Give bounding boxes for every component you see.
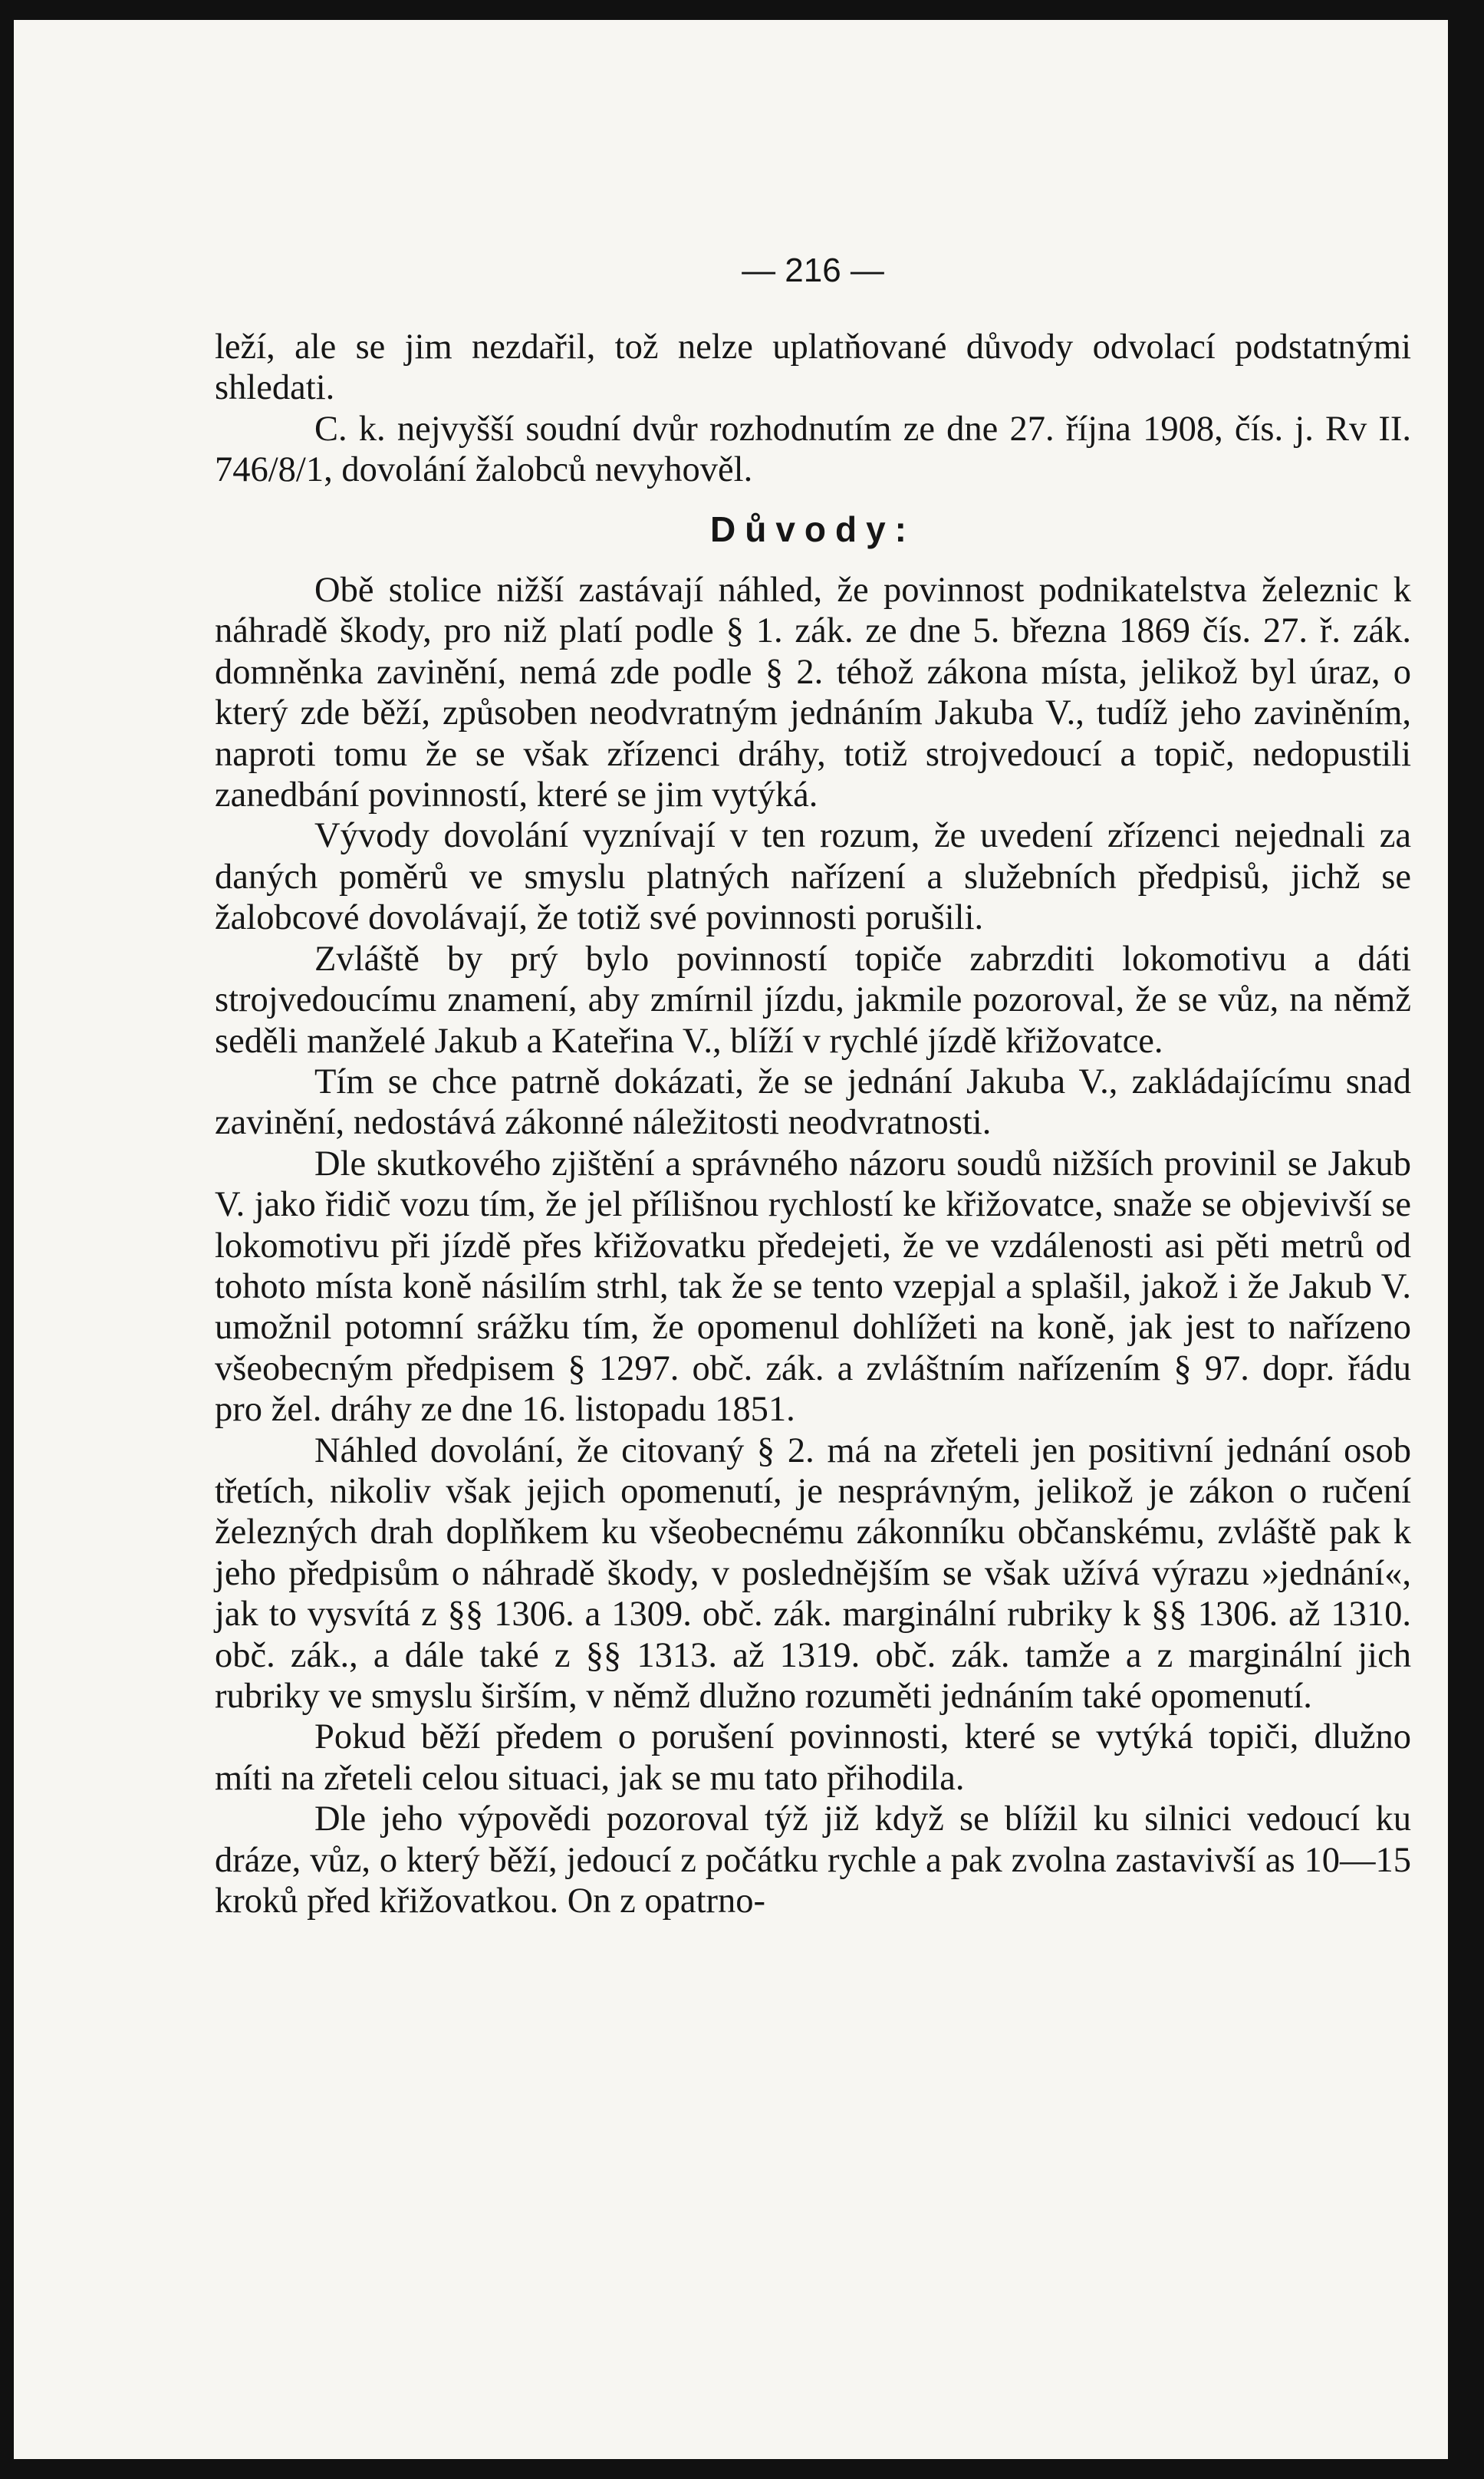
- body-paragraph: Náhled dovolání, že citovaný § 2. má na zřeteli jen positivní jednání osob třetích, nikoliv však jejich opomenutí, je nesprávným, jelikož je zákon o ručení železných drah doplňkem ku všeobecnému zákonníku občanskému, zvláště pak k jeho předpisům o náhradě škody, v poslednějším se však užívá výrazu »jednání«, jak to vysvítá z §§ 1306. a 1309. obč. zák. marginální rubriky k §§ 1306. až 1310. obč. zák., a dále také z §§ 1313. až 1319. obč. zák. tamže a z marginální jich rubriky ve smyslu širším, v němž dlužno rozuměti jednáním také opomenutí.: [215, 1430, 1411, 1716]
- body-paragraph: Pokud běží předem o porušení povinnosti, které se vytýká topiči, dlužno míti na zřeteli celou situaci, jak se mu tato přihodila.: [215, 1717, 1411, 1798]
- body-text: [215, 327, 1411, 1921]
- section-heading: Důvody:: [710, 509, 916, 549]
- body-paragraph: Tím se chce patrně dokázati, že se jednání Jakuba V., zakládajícímu snad zavinění, nedostává zákonné náležitosti neodvratnosti.: [215, 1062, 1411, 1143]
- document-page: [14, 20, 1448, 2459]
- body-paragraph: Zvláště by prý bylo povinností topiče zabrzditi lokomotivu a dáti strojvedoucímu znamení, aby zmírnil jízdu, jakmile pozoroval, že se vůz, na němž seděli manželé Jakub a Kateřina V., blíží v rychlé jízdě křižovatce.: [215, 939, 1411, 1061]
- page-number: — 216 —: [742, 252, 884, 289]
- intro-paragraph: C. k. nejvyšší soudní dvůr rozhodnutím ze dne 27. října 1908, čís. j. Rv II. 746/8/1, dovolání žalobců nevyhověl.: [215, 409, 1411, 490]
- body-paragraph: Obě stolice nižší zastávají náhled, že povinnost podnikatelstva železnic k náhradě škody, pro niž platí podle § 1. zák. ze dne 5. března 1869 čís. 27. ř. zák. domněnka zavinění, nemá zde podle § 2. téhož zákona místa, jelikož byl úraz, o který zde běží, způsoben neodvratným jednáním Jakuba V., tudíž jeho zaviněním, naproti tomu že se však zřízenci dráhy, totiž strojvedoucí a topič, nedopustili zanedbání povinností, které se jim vytýká.: [215, 571, 1411, 815]
- body-paragraph: Dle skutkového zjištění a správného názoru soudů nižších provinil se Jakub V. jako řidič vozu tím, že jel přílišnou rychlostí ke křižovatce, snaže se objevivší se lokomotivu při jízdě přes křižovatku předejeti, že ve vzdálenosti asi pěti metrů od tohoto místa koně násilím strhl, tak že se tento vzepjal a splašil, jakož i že Jakub V. umožnil potomní srážku tím, že opomenul dohlížeti na koně, jak jest to nařízeno všeobecným předpisem § 1297. obč. zák. a zvláštním nařízením § 97. dopr. řádu pro žel. dráhy ze dne 16. listopadu 1851.: [215, 1144, 1411, 1430]
- body-paragraph: Vývody dovolání vyznívají v ten rozum, že uvedení zřízenci nejednali za daných poměrů ve smyslu platných nařízení a služebních předpisů, jichž se žalobcové dovolávají, že totiž své povinnosti porušili.: [215, 816, 1411, 938]
- body-paragraph: Dle jeho výpovědi pozoroval týž již když se blížil ku silnici vedoucí ku dráze, vůz, o který běží, jedoucí z počátku rychle a pak zvolna zastavivší as 10—15 kroků před křižovatkou. On z opatrno-: [215, 1799, 1411, 1921]
- intro-paragraph: leží, ale se jim nezdařil, tož nelze uplatňované důvody odvolací podstatnými shledati.: [215, 328, 1411, 408]
